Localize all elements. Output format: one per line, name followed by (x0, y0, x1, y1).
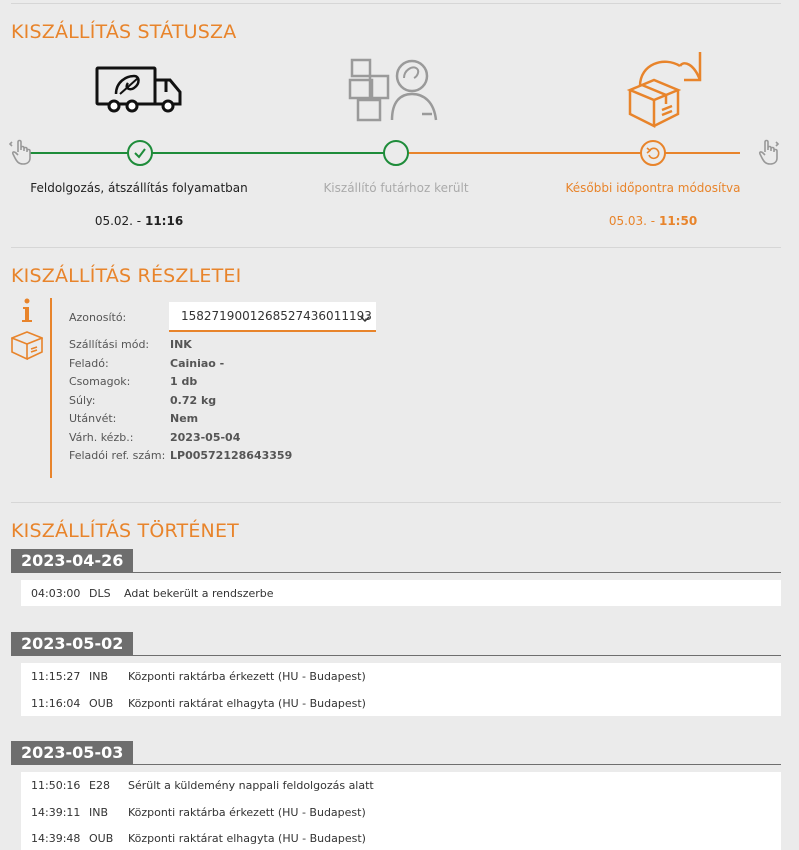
shipping-method-value: INK (170, 338, 192, 351)
weight-label: Súly: (69, 394, 96, 407)
event-text: Adat bekerült a rendszerbe (124, 587, 274, 600)
package-icon (11, 330, 43, 365)
swipe-left-icon[interactable] (9, 138, 33, 171)
id-select[interactable] (169, 302, 376, 332)
sender-value: Cainiao - (170, 357, 225, 370)
history-day-events (21, 772, 781, 850)
chevron-down-icon (360, 312, 370, 326)
event-code: OUB (89, 832, 114, 845)
event-text: Központi raktárat elhagyta (HU - Budapest) (128, 697, 366, 710)
stage-time-processing: 05.02. - 11:16 (94, 214, 184, 228)
stage-node-rescheduled (640, 140, 666, 166)
history-day-events (21, 663, 781, 716)
details-section-title: KISZÁLLÍTÁS RÉSZLETEI (11, 265, 242, 287)
sender-ref-value: LP00572128643359 (170, 449, 293, 462)
event-code: OUB (89, 697, 114, 710)
reschedule-box-icon (624, 50, 704, 135)
status-section-title: KISZÁLLÍTÁS STÁTUSZA (11, 21, 237, 43)
sender-label: Feladó: (69, 357, 109, 370)
progress-track-done (30, 152, 396, 154)
event-time: 14:39:48 (31, 832, 81, 845)
history-date-line (11, 655, 781, 656)
event-code: DLS (89, 587, 111, 600)
event-code: INB (89, 670, 109, 683)
undo-icon (646, 146, 660, 160)
weight-value: 0.72 kg (170, 394, 217, 407)
event-time: 04:03:00 (31, 587, 81, 600)
event-code: E28 (89, 779, 110, 792)
stage-time-rescheduled: 05.03. - 11:50 (608, 214, 698, 228)
id-label: Azonosító: (69, 311, 127, 324)
details-divider (11, 502, 781, 503)
history-section-title: KISZÁLLÍTÁS TÖRTÉNET (11, 520, 239, 542)
id-select-value: 1582719001268527436011193 (181, 309, 372, 323)
event-time: 11:16:04 (31, 697, 81, 710)
history-day-events (21, 580, 781, 606)
shipping-method-label: Szállítási mód: (69, 338, 150, 351)
swipe-right-icon[interactable] (756, 138, 780, 171)
stage-label-rescheduled: Későbbi időpontra módosítva (565, 181, 741, 195)
history-date-chip: 2023-05-03 (11, 741, 133, 764)
expected-delivery-label: Várh. kézb.: (69, 431, 134, 444)
event-code: INB (89, 806, 109, 819)
stage-label-courier: Kiszállító futárhoz került (323, 181, 469, 195)
stage-node-courier (383, 140, 409, 166)
status-divider (11, 247, 781, 248)
expected-delivery-value: 2023-05-04 (170, 431, 241, 444)
history-date-chip: 2023-04-26 (11, 549, 133, 572)
details-accent-bar (50, 298, 52, 478)
courier-icon (348, 56, 444, 129)
packages-value: 1 db (170, 375, 198, 388)
event-text: Központi raktárat elhagyta (HU - Budapest) (128, 832, 366, 845)
truck-icon (94, 64, 186, 119)
cod-label: Utánvét: (69, 412, 117, 425)
history-date-line (11, 572, 781, 573)
event-text: Központi raktárba érkezett (HU - Budapest) (128, 670, 366, 683)
event-time: 11:50:16 (31, 779, 81, 792)
sender-ref-label: Feladói ref. szám: (69, 449, 166, 462)
cod-value: Nem (170, 412, 199, 425)
event-text: Központi raktárba érkezett (HU - Budapest) (128, 806, 366, 819)
info-icon (20, 298, 34, 329)
history-date-line (11, 764, 781, 765)
event-time: 11:15:27 (31, 670, 81, 683)
check-icon (133, 146, 147, 160)
event-text: Sérült a küldemény nappali feldolgozás alatt (128, 779, 374, 792)
stage-label-processing: Feldolgozás, átszállítás folyamatban (30, 181, 248, 195)
event-time: 14:39:11 (31, 806, 81, 819)
stage-node-processing (127, 140, 153, 166)
progress-track-current (396, 152, 740, 154)
packages-label: Csomagok: (69, 375, 131, 388)
top-divider (11, 3, 781, 4)
history-date-chip: 2023-05-02 (11, 632, 133, 655)
